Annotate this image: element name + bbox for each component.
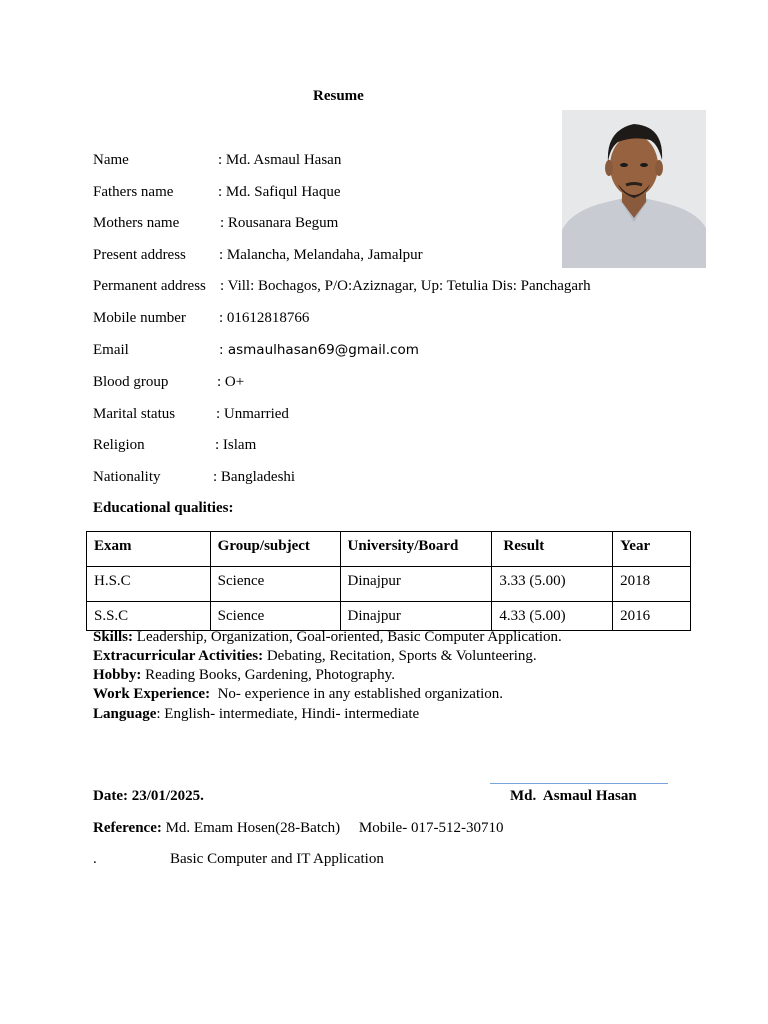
- table-cell: 3.33 (5.00): [492, 567, 613, 602]
- reference-line: [93, 820, 503, 837]
- table-cell: Science: [210, 567, 340, 602]
- label-nationality: Nationality: [93, 469, 161, 485]
- label-permanent-address: Permanent address: [93, 278, 206, 294]
- hobby-value: Reading Books, Gardening, Photography.: [141, 667, 395, 683]
- reference-value: Md. Emam Hosen(28-Batch) Mobile- 017-512-30710: [161, 820, 504, 836]
- value-blood-group: : O+: [217, 374, 245, 390]
- hobby-line: [93, 667, 395, 684]
- extracurricular-label: Extracurricular Activities:: [93, 648, 264, 664]
- value-mobile-number: : 01612818766: [219, 310, 310, 326]
- column-header-year: Year: [613, 532, 691, 567]
- extracurricular-value: Debating, Recitation, Sports & Volunteering.: [263, 648, 537, 664]
- value-nationality: : Bangladeshi: [213, 469, 296, 485]
- column-header-exam: Exam: [87, 532, 211, 567]
- column-header-result: Result: [492, 532, 613, 567]
- profile-photo: [562, 110, 706, 268]
- column-header-university-board: University/Board: [340, 532, 492, 567]
- extracurricular-line: [93, 648, 537, 665]
- value-fathers-name: : Md. Safiqul Haque: [218, 184, 341, 200]
- table-header-row: [87, 532, 691, 567]
- label-fathers-name: Fathers name: [93, 184, 174, 200]
- value-permanent-address: : Vill: Bochagos, P/O:Aziznagar, Up: Tetulia Dis: Panchagarh: [220, 278, 591, 294]
- table-cell: Dinajpur: [340, 602, 492, 631]
- value-religion: : Islam: [215, 437, 257, 453]
- table-cell: 2018: [613, 567, 691, 602]
- label-mobile-number: Mobile number: [93, 310, 186, 326]
- table-cell: S.S.C: [87, 602, 211, 631]
- value-email: : asmaulhasan69@gmail.com: [219, 342, 419, 358]
- language-value: : English- intermediate, Hindi- intermediate: [156, 706, 420, 722]
- reference-detail: Basic Computer and IT Application: [170, 851, 384, 867]
- reference-dot: .: [93, 851, 97, 867]
- page-title: Resume: [313, 88, 364, 104]
- table-row: [87, 567, 691, 602]
- work-experience-label: Work Experience:: [93, 686, 211, 702]
- language-line: [93, 706, 419, 723]
- label-marital-status: Marital status: [93, 406, 176, 422]
- table-cell: Science: [210, 602, 340, 631]
- skills-value: Leadership, Organization, Goal-oriented, Basic Computer Application.: [133, 629, 562, 645]
- language-label: Language: [93, 706, 157, 722]
- education-table: [86, 531, 691, 631]
- date: Date: 23/01/2025.: [93, 788, 204, 804]
- value-marital-status: : Unmarried: [216, 406, 289, 422]
- label-present-address: Present address: [93, 247, 186, 263]
- column-header-group-subject: Group/subject: [210, 532, 340, 567]
- value-present-address: : Malancha, Melandaha, Jamalpur: [219, 247, 423, 263]
- label-mothers-name: Mothers name: [93, 215, 180, 231]
- work-experience-line: [93, 686, 503, 703]
- skills-line: [93, 629, 562, 646]
- label-email: Email: [93, 342, 129, 358]
- signature-line: [490, 783, 668, 784]
- reference-label: Reference:: [93, 820, 162, 836]
- signature-name: Md. Asmaul Hasan: [510, 788, 637, 804]
- work-experience-value: No- experience in any established organization.: [210, 686, 504, 702]
- table-row: [87, 602, 691, 631]
- skills-label: Skills:: [93, 629, 134, 645]
- table-cell: 2016: [613, 602, 691, 631]
- label-religion: Religion: [93, 437, 145, 453]
- table-cell: Dinajpur: [340, 567, 492, 602]
- table-cell: 4.33 (5.00): [492, 602, 613, 631]
- table-cell: H.S.C: [87, 567, 211, 602]
- value-name: : Md. Asmaul Hasan: [218, 152, 342, 168]
- label-blood-group: Blood group: [93, 374, 169, 390]
- hobby-label: Hobby:: [93, 667, 142, 683]
- value-mothers-name: : Rousanara Begum: [220, 215, 339, 231]
- education-heading: Educational qualities:: [93, 500, 234, 516]
- label-name: Name: [93, 152, 129, 168]
